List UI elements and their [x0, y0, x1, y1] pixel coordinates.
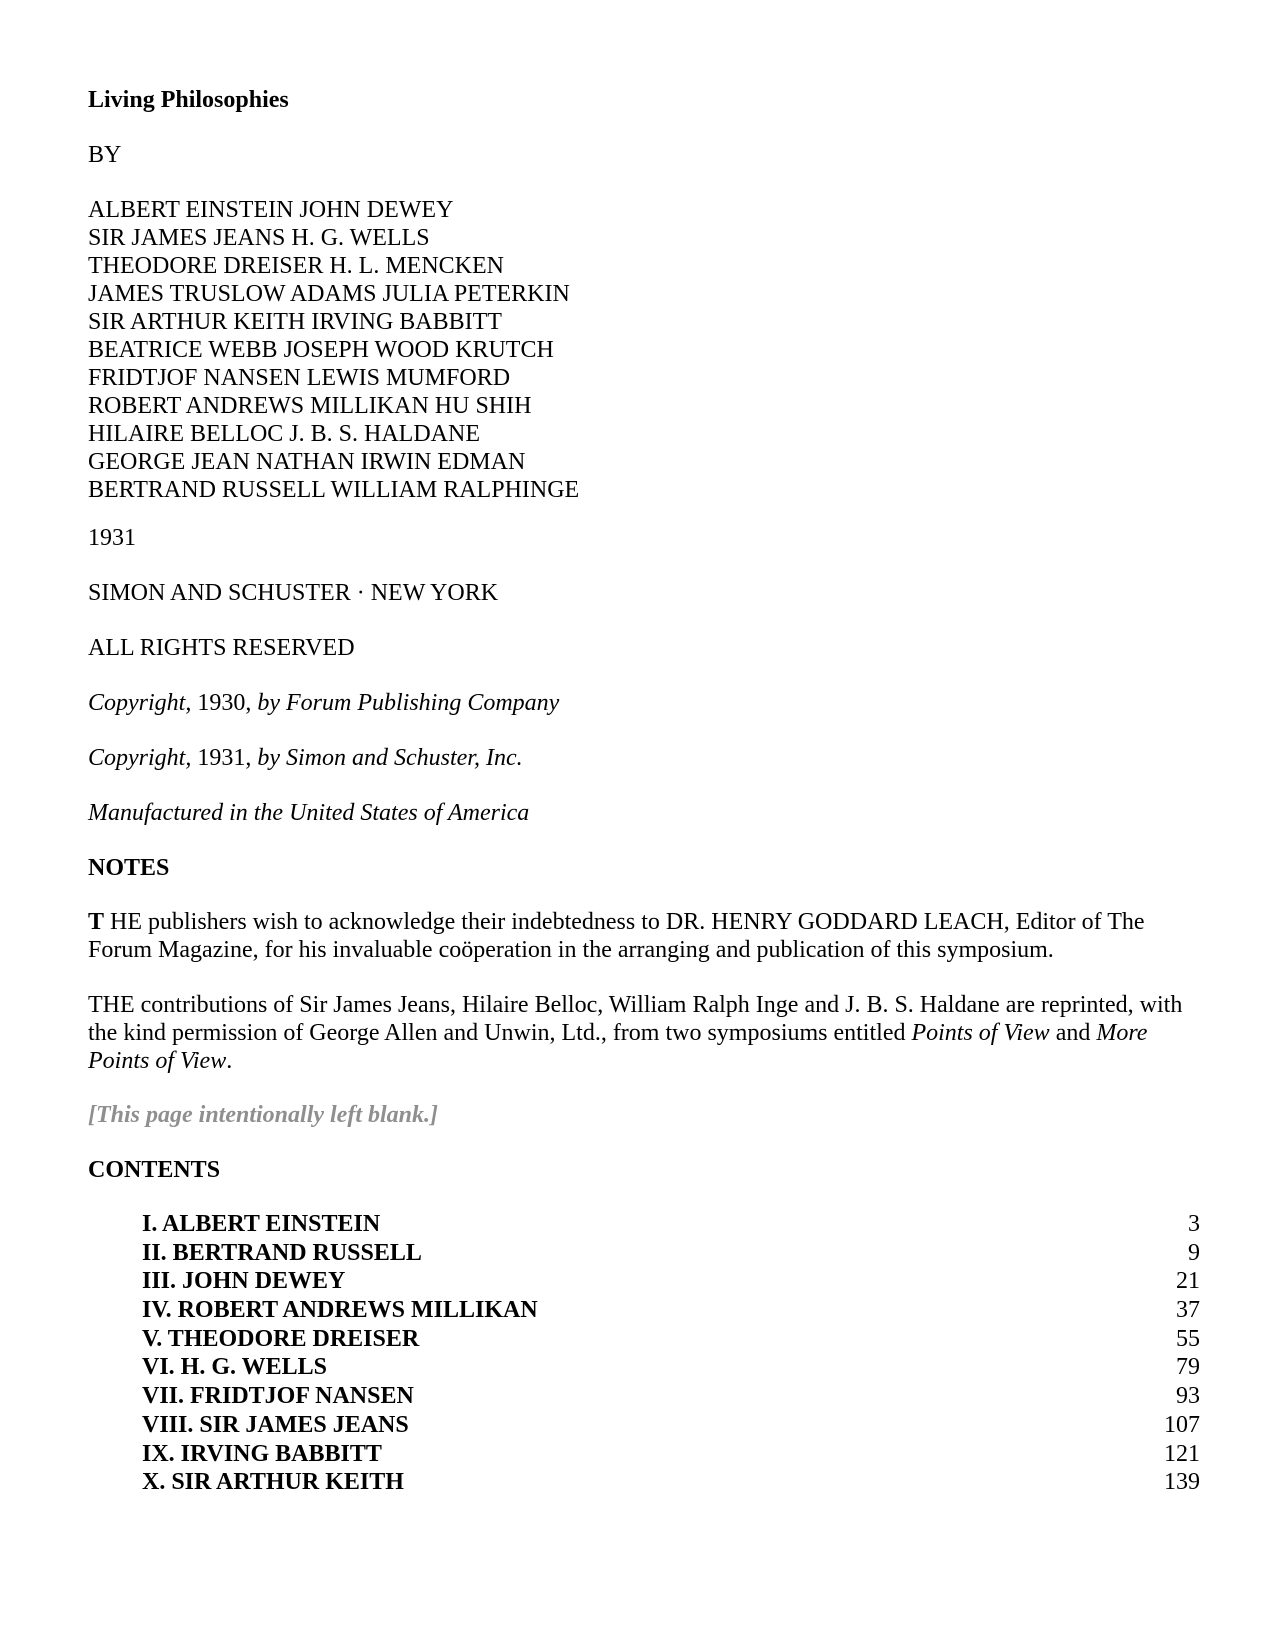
toc-entry[interactable]: [142, 1239, 1200, 1268]
author-line: BEATRICE WEBB JOSEPH WOOD KRUTCH: [88, 337, 554, 363]
toc-entry[interactable]: [142, 1353, 1200, 1382]
toc-entry[interactable]: [142, 1267, 1200, 1296]
blank-page-note: [This page intentionally left blank.]: [88, 1102, 439, 1128]
toc-page-number: 55: [1176, 1325, 1200, 1352]
by-line: BY: [88, 142, 122, 168]
copyright-holder: by Simon and Schuster, Inc.: [257, 745, 523, 771]
paragraph-text: .: [226, 1048, 233, 1074]
toc-page-number: 79: [1176, 1354, 1200, 1381]
copyright-label: Copyright,: [88, 745, 192, 771]
paragraph-text: and: [1049, 1020, 1097, 1046]
toc-entry-title: VII. FRIDTJOF NANSEN: [142, 1383, 414, 1410]
copyright-1931: [88, 744, 523, 772]
toc-page-number: 37: [1176, 1297, 1200, 1324]
author-line: ROBERT ANDREWS MILLIKAN HU SHIH: [88, 393, 532, 419]
author-line: SIR ARTHUR KEITH IRVING BABBITT: [88, 309, 502, 335]
toc-entry[interactable]: [142, 1382, 1200, 1411]
author-line: BERTRAND RUSSELL WILLIAM RALPHINGE: [88, 477, 580, 503]
author-line: HILAIRE BELLOC J. B. S. HALDANE: [88, 421, 480, 447]
publisher-line: SIMON AND SCHUSTER · NEW YORK: [88, 580, 499, 606]
drop-cap: T: [88, 909, 105, 935]
toc-page-number: 107: [1164, 1411, 1200, 1438]
toc-entry-title: IX. IRVING BABBITT: [142, 1440, 382, 1467]
toc-entry[interactable]: [142, 1296, 1200, 1325]
author-line: SIR JAMES JEANS H. G. WELLS: [88, 225, 430, 251]
toc-entry[interactable]: [142, 1411, 1200, 1440]
author-line: GEORGE JEAN NATHAN IRWIN EDMAN: [88, 449, 526, 475]
copyright-holder: by Forum Publishing Company: [257, 690, 560, 716]
book-reference: More Points of View: [88, 1020, 1148, 1074]
toc-page-number: 121: [1164, 1440, 1200, 1467]
author-list: [88, 196, 579, 504]
author-line: THEODORE DREISER H. L. MENCKEN: [88, 253, 504, 279]
toc-entry[interactable]: [142, 1325, 1200, 1354]
toc-entry-title: I. ALBERT EINSTEIN: [142, 1211, 381, 1237]
author-line: ALBERT EINSTEIN JOHN DEWEY: [88, 197, 454, 223]
publication-year: 1931: [88, 525, 136, 551]
notes-paragraph-2: [88, 991, 1198, 1075]
copyright-1930: [88, 689, 559, 717]
toc-page-number: 21: [1176, 1268, 1200, 1295]
contents-heading: CONTENTS: [88, 1157, 221, 1183]
author-line: FRIDTJOF NANSEN LEWIS MUMFORD: [88, 365, 511, 391]
notes-heading: NOTES: [88, 855, 170, 881]
toc-entry[interactable]: [142, 1468, 1200, 1497]
toc-entry-title: X. SIR ARTHUR KEITH: [142, 1469, 404, 1496]
copyright-year: 1930,: [191, 690, 258, 716]
author-line: JAMES TRUSLOW ADAMS JULIA PETERKIN: [88, 281, 570, 307]
toc-entry[interactable]: [142, 1210, 1200, 1239]
copyright-label: Copyright,: [88, 690, 192, 716]
toc-page-number: 139: [1164, 1469, 1200, 1496]
toc-entry-title: VIII. SIR JAMES JEANS: [142, 1411, 409, 1438]
book-title: Living Philosophies: [88, 87, 289, 113]
toc-entry-title: II. BERTRAND RUSSELL: [142, 1239, 422, 1266]
toc-page-number: 3: [1188, 1211, 1200, 1237]
copyright-year: 1931,: [191, 745, 258, 771]
table-of-contents: [142, 1210, 1200, 1497]
toc-entry-title: VI. H. G. WELLS: [142, 1354, 327, 1381]
toc-page-number: 9: [1188, 1239, 1200, 1266]
rights-line: ALL RIGHTS RESERVED: [88, 635, 355, 661]
paragraph-text: HE publishers wish to acknowledge their indebtedness to DR. HENRY GODDARD LEACH, Editor of The Forum Magazine, for his invaluable coöperation in the arranging and publication of this symposium.: [88, 909, 1145, 963]
toc-entry-title: V. THEODORE DREISER: [142, 1325, 420, 1352]
notes-paragraph-1: [88, 908, 1198, 964]
toc-entry[interactable]: [142, 1440, 1200, 1469]
toc-page-number: 93: [1176, 1383, 1200, 1410]
toc-entry-title: III. JOHN DEWEY: [142, 1268, 346, 1295]
paragraph-text: THE contributions of Sir James Jeans, Hilaire Belloc, William Ralph Inge and J. B. S. Haldane are reprinted, with the kind permission of George Allen and Unwin, Ltd., from two symposiums entitled: [88, 992, 1183, 1046]
toc-entry-title: IV. ROBERT ANDREWS MILLIKAN: [142, 1297, 538, 1324]
book-reference: Points of View: [911, 1020, 1050, 1046]
manufactured-line: Manufactured in the United States of America: [88, 800, 530, 826]
